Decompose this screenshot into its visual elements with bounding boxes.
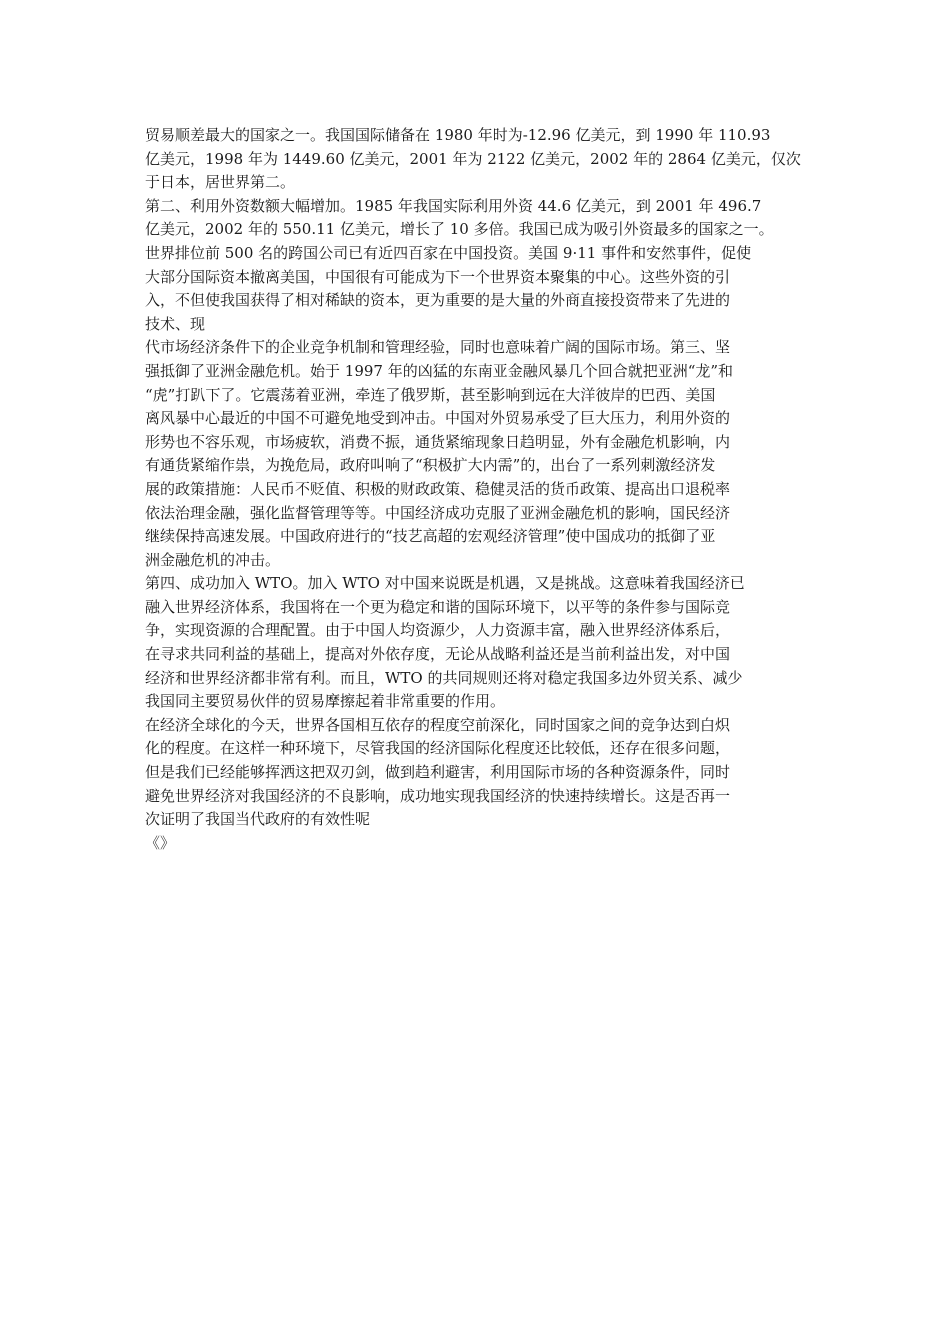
text-line: 争，实现资源的合理配置。由于中国人均资源少，人力资源丰富，融入世界经济体系后，	[145, 621, 731, 640]
paragraph-asian-financial-crisis	[145, 336, 807, 572]
text-line: 于日本，居世界第二。	[145, 173, 296, 192]
text-line: 经济和世界经济都非常有利。而且，WTO 的共同规则还将对稳定我国多边外贸关系、减少	[145, 668, 743, 687]
paragraph-title-brackets	[145, 832, 807, 856]
text-line: 贸易顺差最大的国家之一。我国国际储备在 1980 年时为-12.96 亿美元，到 1990 年 110.93	[145, 126, 771, 144]
paragraph-globalization-conclusion	[145, 714, 807, 832]
text-line: 大部分国际资本撤离美国，中国很有可能成为下一个世界资本聚集的中心。这些外资的引	[145, 267, 731, 286]
text-line: “虎”打趴下了。它震荡着亚洲，牵连了俄罗斯，甚至影响到远在大洋彼岸的巴西、美国	[145, 385, 716, 404]
paragraph-foreign-investment	[145, 195, 807, 337]
text-line: 但是我们已经能够挥洒这把双刃剑，做到趋利避害，利用国际市场的各种资源条件，同时	[145, 763, 731, 782]
text-line: 代市场经济条件下的企业竞争机制和管理经验，同时也意味着广阔的国际市场。第三、坚	[145, 338, 731, 357]
paragraph-trade-surplus	[145, 124, 807, 195]
text-line: 强抵御了亚洲金融危机。始于 1997 年的凶猛的东南亚金融风暴几个回合就把亚洲“龙”和	[145, 361, 734, 380]
text-line: 在经济全球化的今天，世界各国相互依存的程度空前深化，同时国家之间的竞争达到白炽	[145, 715, 731, 734]
text-line: 亿美元，2002 年的 550.11 亿美元，增长了 10 多倍。我国已成为吸引外资最多的国家之一。	[145, 220, 774, 239]
text-line: 世界排位前 500 名的跨国公司已有近四百家在中国投资。美国 9·11 事件和安然事件，促使	[145, 243, 752, 262]
text-line: 形势也不容乐观，市场疲软，消费不振，通货紧缩现象日趋明显，外有金融危机影响，内	[145, 432, 731, 451]
text-line: 避免世界经济对我国经济的不良影响，成功地实现我国经济的快速持续增长。这是否再一	[145, 786, 731, 805]
text-line: 第四、成功加入 WTO。加入 WTO 对中国来说既是机遇，又是挑战。这意味着我国经济已	[145, 574, 745, 593]
text-line: 技术、现	[145, 314, 206, 333]
text-line: 离风暴中心最近的中国不可避免地受到冲击。中国对外贸易承受了巨大压力，利用外资的	[145, 409, 731, 428]
text-line: 有通货紧缩作祟，为挽危局，政府叫响了“积极扩大内需”的，出台了一系列刺激经济发	[145, 456, 716, 475]
text-line: 融入世界经济体系，我国将在一个更为稳定和谐的国际环境下，以平等的条件参与国际竞	[145, 597, 731, 616]
text-line: 次证明了我国当代政府的有效性呢	[145, 810, 371, 829]
text-line: 洲金融危机的冲击。	[145, 550, 281, 569]
text-line: 展的政策措施：人民币不贬值、积极的财政政策、稳健灵活的货币政策、提高出口退税率	[145, 479, 731, 498]
text-line: 《》	[145, 833, 176, 852]
text-line: 第二、利用外资数额大幅增加。1985 年我国实际利用外资 44.6 亿美元，到 2001 年 496.7	[145, 196, 762, 215]
text-line: 我国同主要贸易伙伴的贸易摩擦起着非常重要的作用。	[145, 692, 506, 711]
text-line: 亿美元，1998 年为 1449.60 亿美元，2001 年为 2122 亿美元，2002 年的 2864 亿美元，仅次	[145, 149, 801, 168]
document-page	[145, 124, 807, 855]
text-line: 在寻求共同利益的基础上，提高对外依存度，无论从战略利益还是当前利益出发，对中国	[145, 645, 731, 664]
text-line: 依法治理金融，强化监督管理等等。中国经济成功克服了亚洲金融危机的影响，国民经济	[145, 503, 731, 522]
text-line: 入，不但使我国获得了相对稀缺的资本，更为重要的是大量的外商直接投资带来了先进的	[145, 291, 731, 310]
paragraph-wto-accession	[145, 572, 807, 714]
text-line: 继续保持高速发展。中国政府进行的“技艺高超的宏观经济管理”使中国成功的抵御了亚	[145, 527, 716, 546]
text-line: 化的程度。在这样一种环境下，尽管我国的经济国际化程度还比较低，还存在很多问题，	[145, 739, 731, 758]
